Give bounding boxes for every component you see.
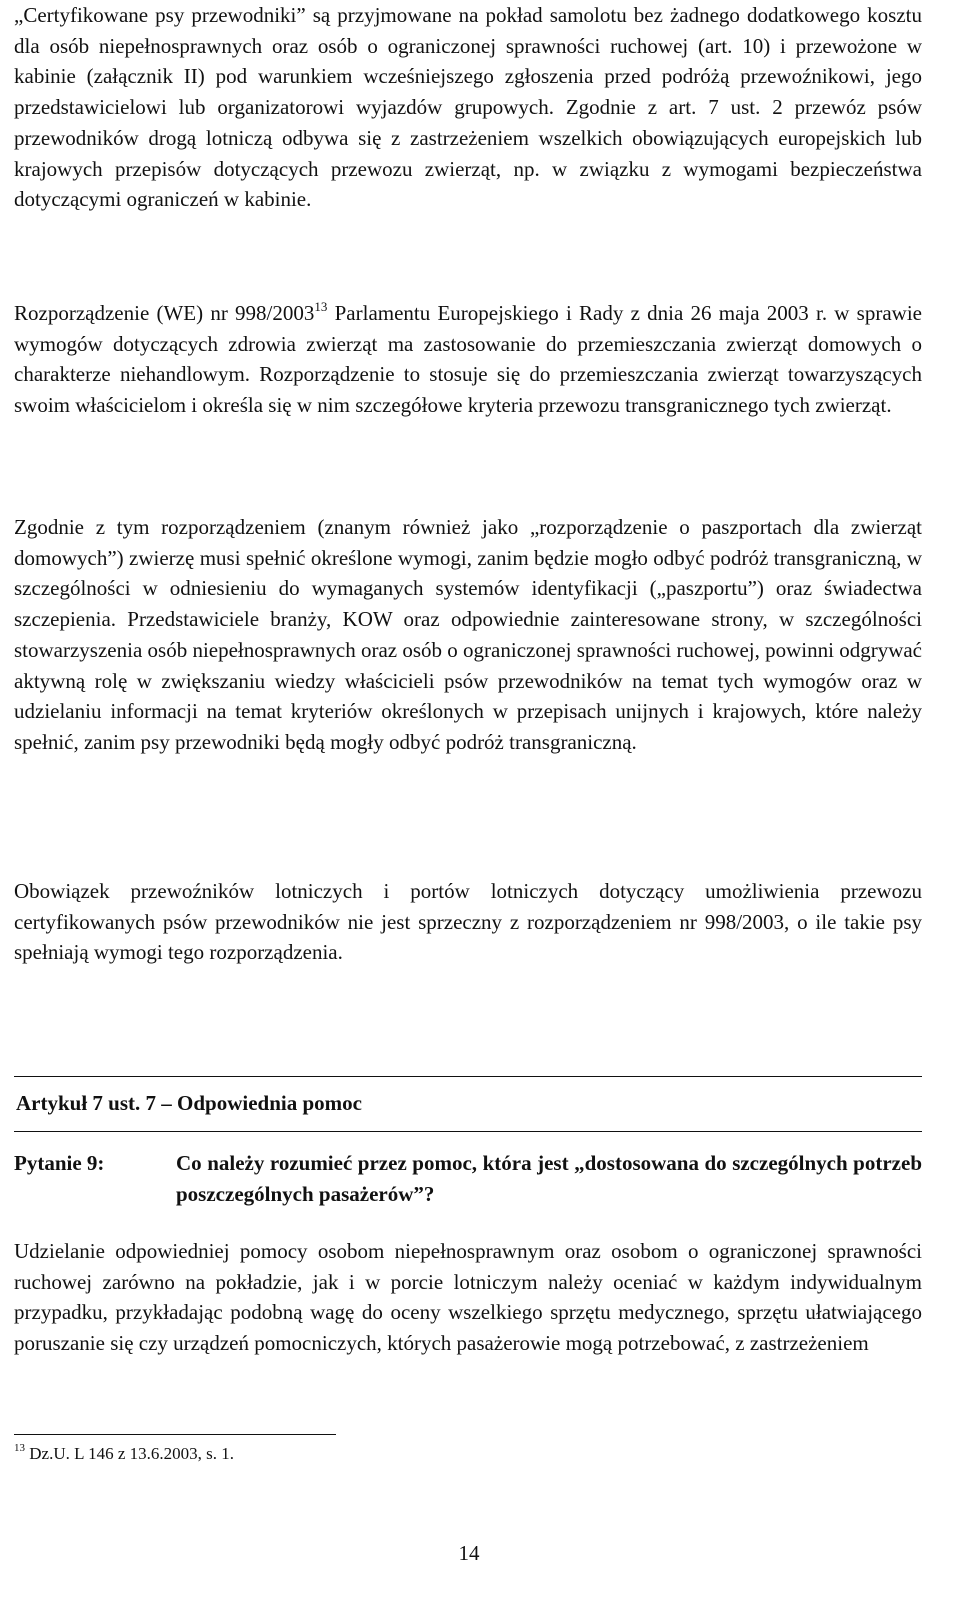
paragraph-pet-passport: Zgodnie z tym rozporządzeniem (znanym również jako „rozporządzenie o paszportach dla zwierząt domowych”) zwierzę musi spełnić określone wymogi, zanim będzie mogło odbyć podróż transgraniczną, w szczególności w odniesieniu do wymaganych systemów identyfikacji („paszportu”) oraz świadectwa szczepienia. Przedstawiciele branży, KOW oraz odpowiednie zainteresowane strony, w szczególności stowarzyszenia osób niepełnosprawnych oraz osób o ograniczonej sprawności ruchowej, powinni odgrywać aktywną rolę w zwiększaniu wiedzy właścicieli psów przewodników na temat tych wymogów oraz w udzielaniu informacji na temat kryteriów określonych w przepisach unijnych i krajowych, które należy spełnić, zanim psy przewodniki będą mogły odbyć podróż transgraniczną. (14, 515, 922, 754)
footnote (14, 1442, 234, 1466)
article-heading: Artykuł 7 ust. 7 – Odpowiednia pomoc (16, 1091, 362, 1115)
paragraph-regulation-998 (14, 298, 922, 421)
article-heading-box (14, 1076, 922, 1132)
paragraph-guide-dogs: „Certyfikowane psy przewodniki” są przyjmowane na pokład samolotu bez żadnego dodatkowego kosztu dla osób niepełnosprawnych oraz osób o ograniczonej sprawności ruchowej (art. 10) i przewożone w kabinie (załącznik II) pod warunkiem wcześniejszego zgłoszenia przed podróżą przewoźnikowi, jego przedstawicielowi lub organizatorowi wyjazdów grupowych. Zgodnie z art. 7 ust. 2 przewóz psów przewodników drogą lotniczą odbywa się z zastrzeżeniem wszelkich obowiązujących europejskich lub krajowych przepisów dotyczących przewozu zwierząt, np. w związku z wymogami bezpieczeństwa dotyczącymi ograniczeń w kabinie. (14, 3, 922, 212)
paragraph-regulation-text-end: Parlamentu Europejskiego i Rady z dnia 26 maja 2003 r. w sprawie wymogów dotyczących zdrowia zwierząt ma zastosowanie do przemieszczania zwierząt domowych o charakterze niehandlowym. Rozporządzenie to stosuje się do przemieszczania zwierząt towarzyszących swoim właścicielom i określa się w nim szczegółowe kryteria przewozu transgranicznego tych zwierząt. (14, 301, 922, 418)
footnote-separator (14, 1434, 336, 1435)
question-text: Co należy rozumieć przez pomoc, która jest „dostosowana do szczególnych potrzeb poszczególnych pasażerów”? (176, 1151, 922, 1206)
page-number: 14 (458, 1541, 480, 1565)
question-label: Pytanie 9: (14, 1151, 105, 1175)
paragraph-carrier-obligation: Obowiązek przewoźników lotniczych i portów lotniczych dotyczący umożliwienia przewozu certyfikowanych psów przewodników nie jest sprzeczny z rozporządzeniem nr 998/2003, o ile takie psy spełniają wymogi tego rozporządzenia. (14, 879, 922, 965)
footnote-reference: 13 (314, 299, 328, 314)
paragraph-regulation-text-start: Rozporządzenie (WE) nr 998/2003 (14, 301, 315, 325)
paragraph-assistance: Udzielanie odpowiedniej pomocy osobom niepełnosprawnym oraz osobom o ograniczonej sprawności ruchowej zarówno na pokładzie, jak i w porcie lotniczym należy oceniać w każdym indywidualnym przypadku, przykładając podobną wagę do oceny wszelkiego sprzętu medycznego, sprzętu ułatwiającego poruszanie się czy urządzeń pomocniczych, których pasażerowie mogą potrzebować, z zastrzeżeniem (14, 1239, 922, 1356)
footnote-number: 13 (14, 1442, 25, 1454)
footnote-text: Dz.U. L 146 z 13.6.2003, s. 1. (25, 1444, 235, 1463)
